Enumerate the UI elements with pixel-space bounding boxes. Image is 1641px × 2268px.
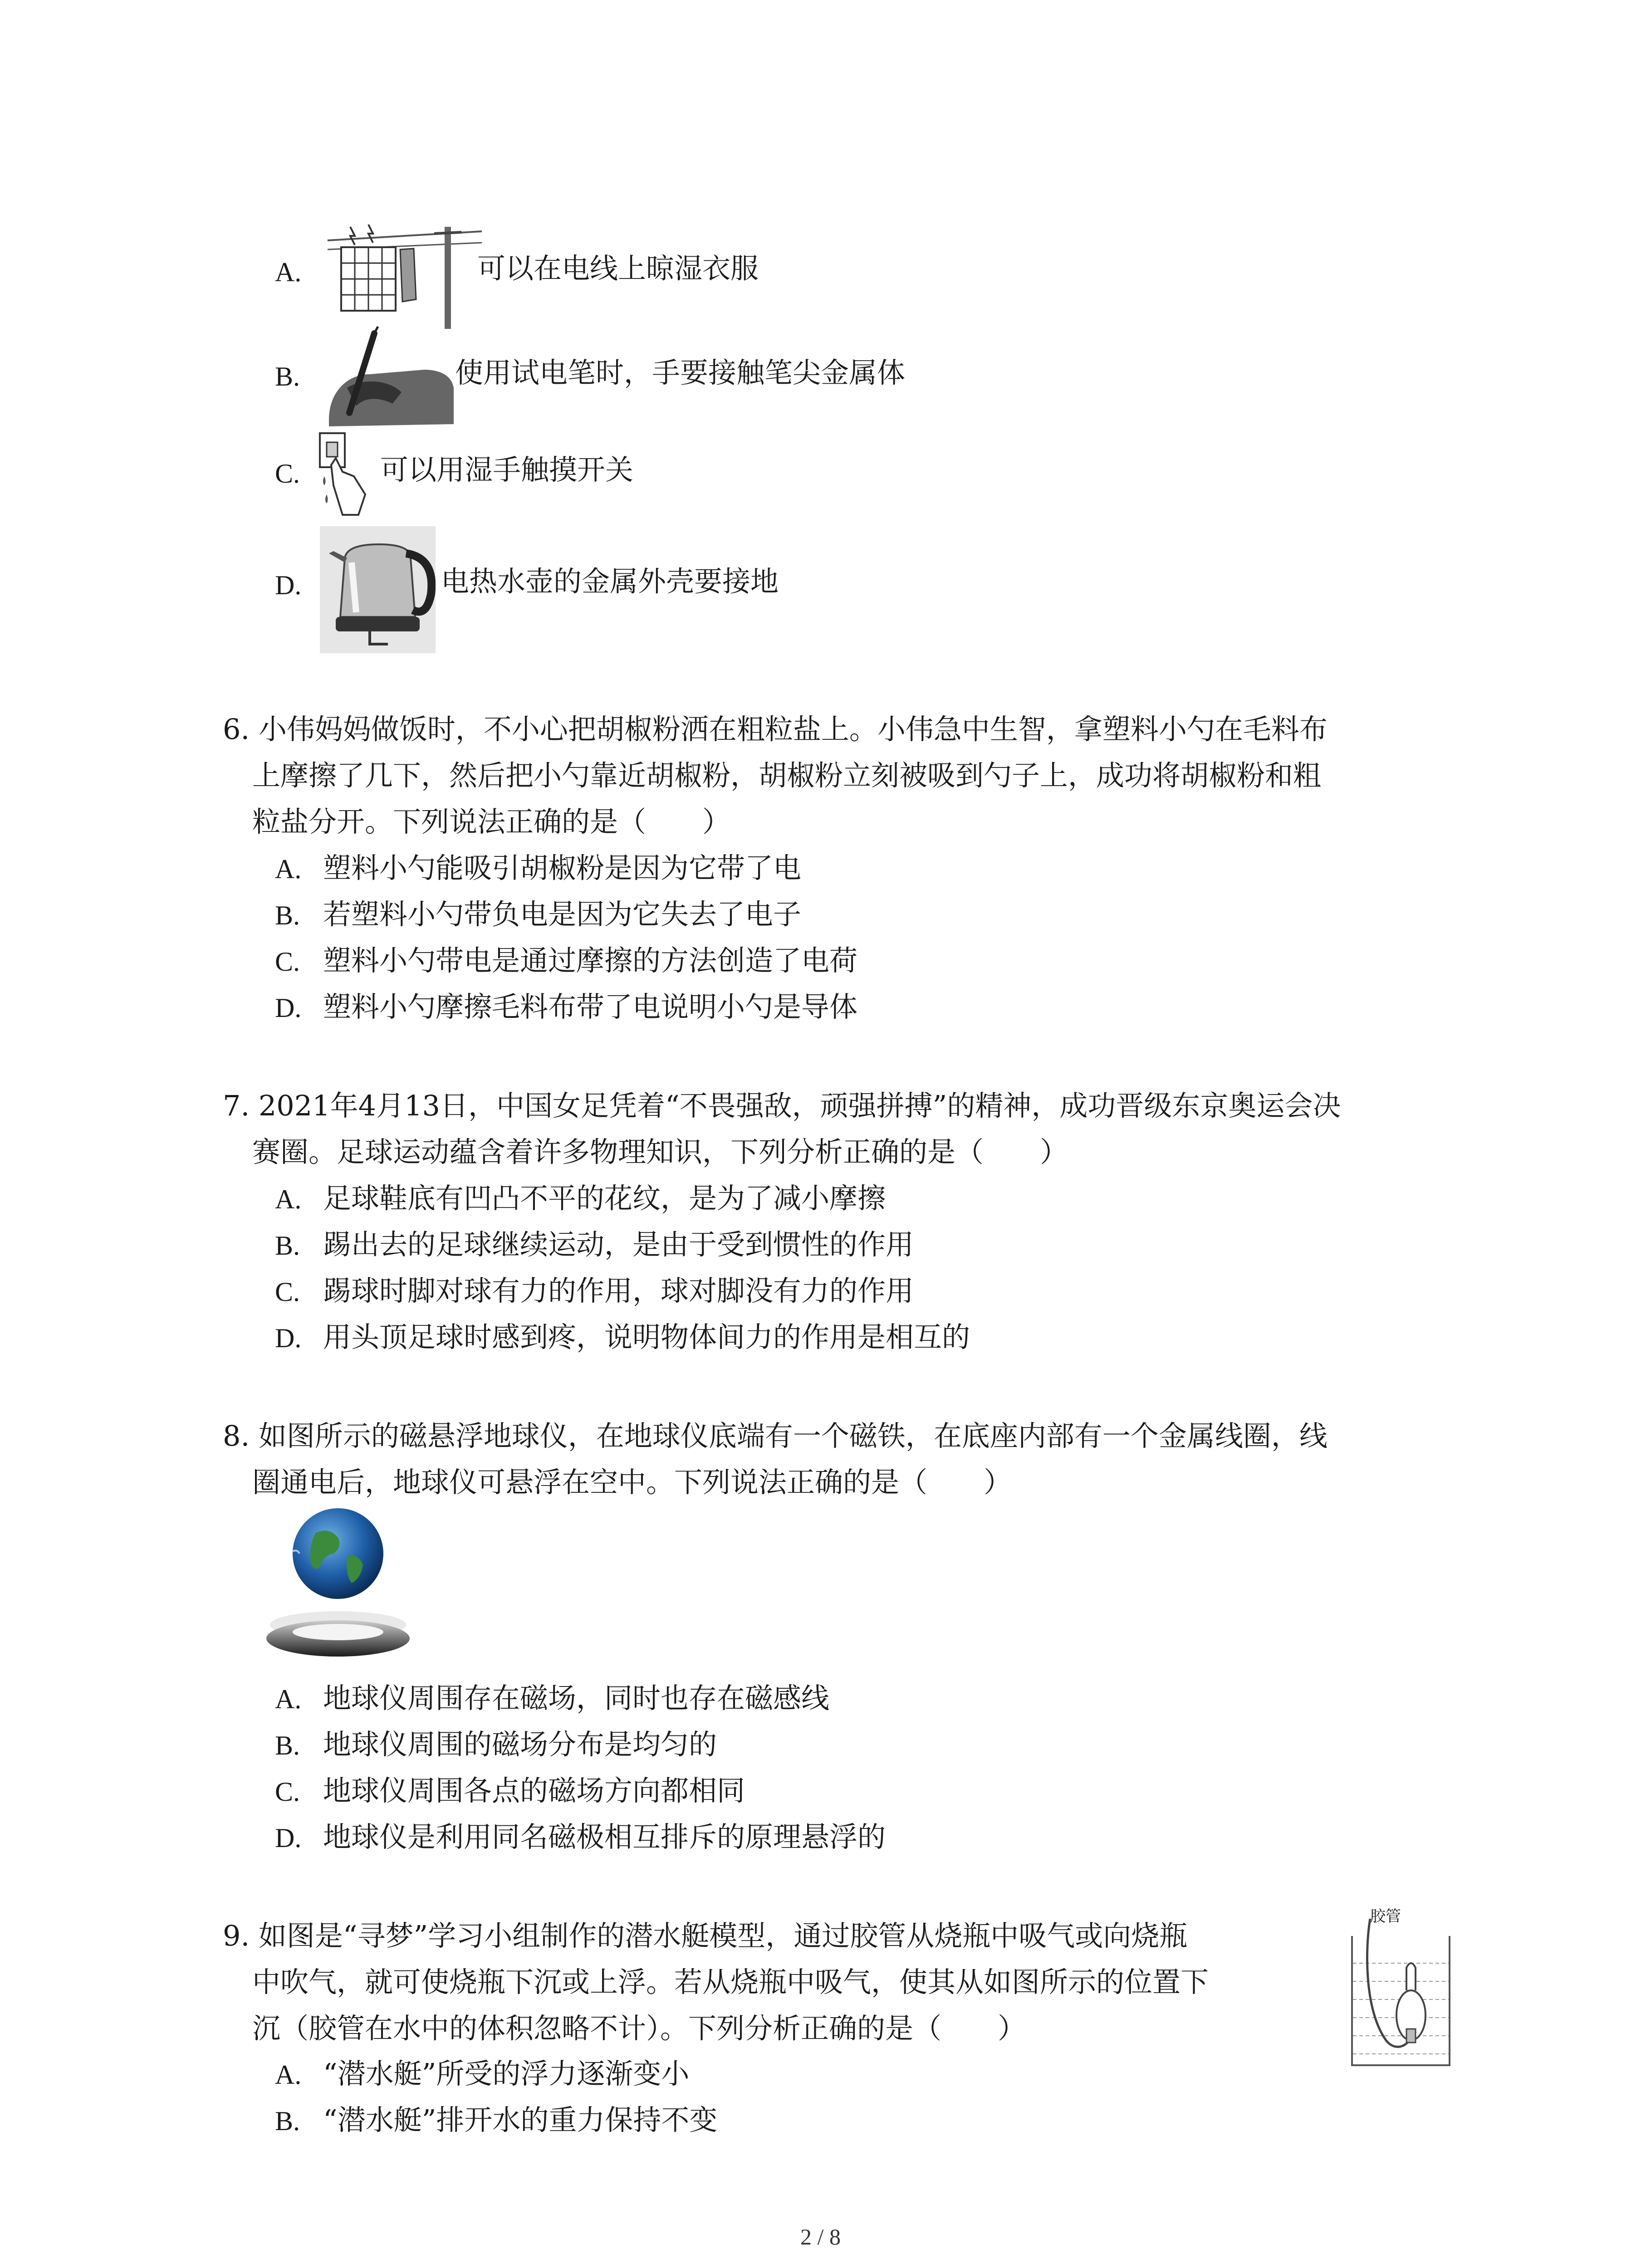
option-letter: D. bbox=[275, 1823, 302, 1853]
option-text: 塑料小勺摩擦毛料布带了电说明小勺是导体 bbox=[323, 990, 858, 1023]
option-letter: D. bbox=[275, 993, 302, 1023]
option-letter: B. bbox=[275, 362, 300, 391]
option-text: “潜水艇”所受的浮力逐渐变小 bbox=[323, 2057, 690, 2090]
maglev-globe-icon bbox=[265, 1506, 411, 1665]
question-stem-line: 上摩擦了几下，然后把小勺靠近胡椒粉，胡椒粉立刻被吸到勺子上，成功将胡椒粉和粗 bbox=[252, 759, 1322, 792]
question-stem-line: 圈通电后，地球仪可悬浮在空中。下列说法正确的是（ ） bbox=[252, 1466, 1012, 1499]
option-letter: B. bbox=[275, 900, 300, 930]
option-text: 塑料小勺能吸引胡椒粉是因为它带了电 bbox=[323, 851, 802, 885]
question-stem-line: 赛圈。足球运动蕴含着许多物理知识，下列分析正确的是（ ） bbox=[252, 1135, 1068, 1168]
option-letter: A. bbox=[275, 257, 302, 287]
electric-kettle-icon bbox=[320, 526, 436, 653]
option-letter: D. bbox=[275, 1323, 302, 1353]
page-number: 2 / 8 bbox=[800, 2224, 841, 2249]
wet-hand-touching-switch-icon bbox=[315, 431, 379, 517]
option-text: 地球仪周围的磁场分布是均匀的 bbox=[323, 1728, 717, 1761]
question-stem-line: 8. 如图所示的磁悬浮地球仪，在地球仪底端有一个磁铁，在底座内部有一个金属线圈，线 bbox=[223, 1419, 1327, 1452]
option-letter: C. bbox=[275, 1777, 300, 1807]
option-text: 塑料小勺带电是通过摩擦的方法创造了电荷 bbox=[323, 944, 858, 977]
figure-label: 胶管 bbox=[1370, 1907, 1401, 1926]
question-stem-line: 9. 如图是“寻梦”学习小组制作的潜水艇模型，通过胶管从烧瓶中吸气或向烧瓶 bbox=[223, 1919, 1188, 1952]
option-text: 使用试电笔时，手要接触笔尖金属体 bbox=[455, 356, 906, 389]
option-letter: A. bbox=[275, 1184, 302, 1214]
question-stem-line: 6. 小伟妈妈做饭时，不小心把胡椒粉洒在粗粒盐上。小伟急中生智，拿塑料小勺在毛料布 bbox=[223, 713, 1327, 746]
option-text: 地球仪周围存在磁场，同时也存在磁感线 bbox=[323, 1681, 830, 1715]
question-stem-line: 中吹气，就可使烧瓶下沉或上浮。若从烧瓶中吸气，使其从如图所示的位置下 bbox=[252, 1965, 1209, 1999]
option-letter: B. bbox=[275, 1730, 300, 1760]
option-letter: A. bbox=[275, 1684, 302, 1714]
option-text: 可以在电线上晾湿衣服 bbox=[477, 252, 759, 285]
option-text: 用头顶足球时感到疼，说明物体间力的作用是相互的 bbox=[323, 1320, 970, 1354]
option-letter: C. bbox=[275, 947, 300, 977]
option-text: 若塑料小勺带负电是因为它失去了电子 bbox=[323, 898, 802, 931]
hand-holding-test-pen-icon bbox=[320, 324, 456, 429]
question-stem-line: 粒盐分开。下列说法正确的是（ ） bbox=[252, 805, 731, 838]
option-letter: B. bbox=[275, 1231, 300, 1261]
wet-clothes-on-power-line-icon bbox=[323, 222, 486, 331]
submarine-model-flask-icon bbox=[1343, 1918, 1459, 2068]
option-letter: A. bbox=[275, 2060, 302, 2090]
option-text: 地球仪是利用同名磁极相互排斥的原理悬浮的 bbox=[323, 1820, 886, 1853]
question-stem-line: 沉（胶管在水中的体积忽略不计）。下列分析正确的是（ ） bbox=[252, 2012, 1026, 2045]
option-text: 地球仪周围各点的磁场方向都相同 bbox=[323, 1774, 745, 1807]
option-letter: C. bbox=[275, 1277, 300, 1307]
option-text: 踢出去的足球继续运动，是由于受到惯性的作用 bbox=[323, 1228, 914, 1261]
option-letter: A. bbox=[275, 854, 302, 884]
option-letter: B. bbox=[275, 2106, 300, 2136]
option-text: 足球鞋底有凹凸不平的花纹，是为了减小摩擦 bbox=[323, 1182, 886, 1215]
option-text: 踢球时脚对球有力的作用，球对脚没有力的作用 bbox=[323, 1274, 914, 1307]
option-text: 可以用湿手触摸开关 bbox=[380, 453, 634, 486]
option-text: “潜水艇”排开水的重力保持不变 bbox=[323, 2103, 718, 2136]
option-letter: C. bbox=[275, 459, 300, 489]
option-text: 电热水壶的金属外壳要接地 bbox=[441, 565, 779, 598]
option-letter: D. bbox=[275, 570, 302, 600]
question-stem-line: 7. 2021年4月13日，中国女足凭着“不畏强敌，顽强拼搏”的精神，成功晋级东京奥运会决 bbox=[223, 1089, 1341, 1122]
